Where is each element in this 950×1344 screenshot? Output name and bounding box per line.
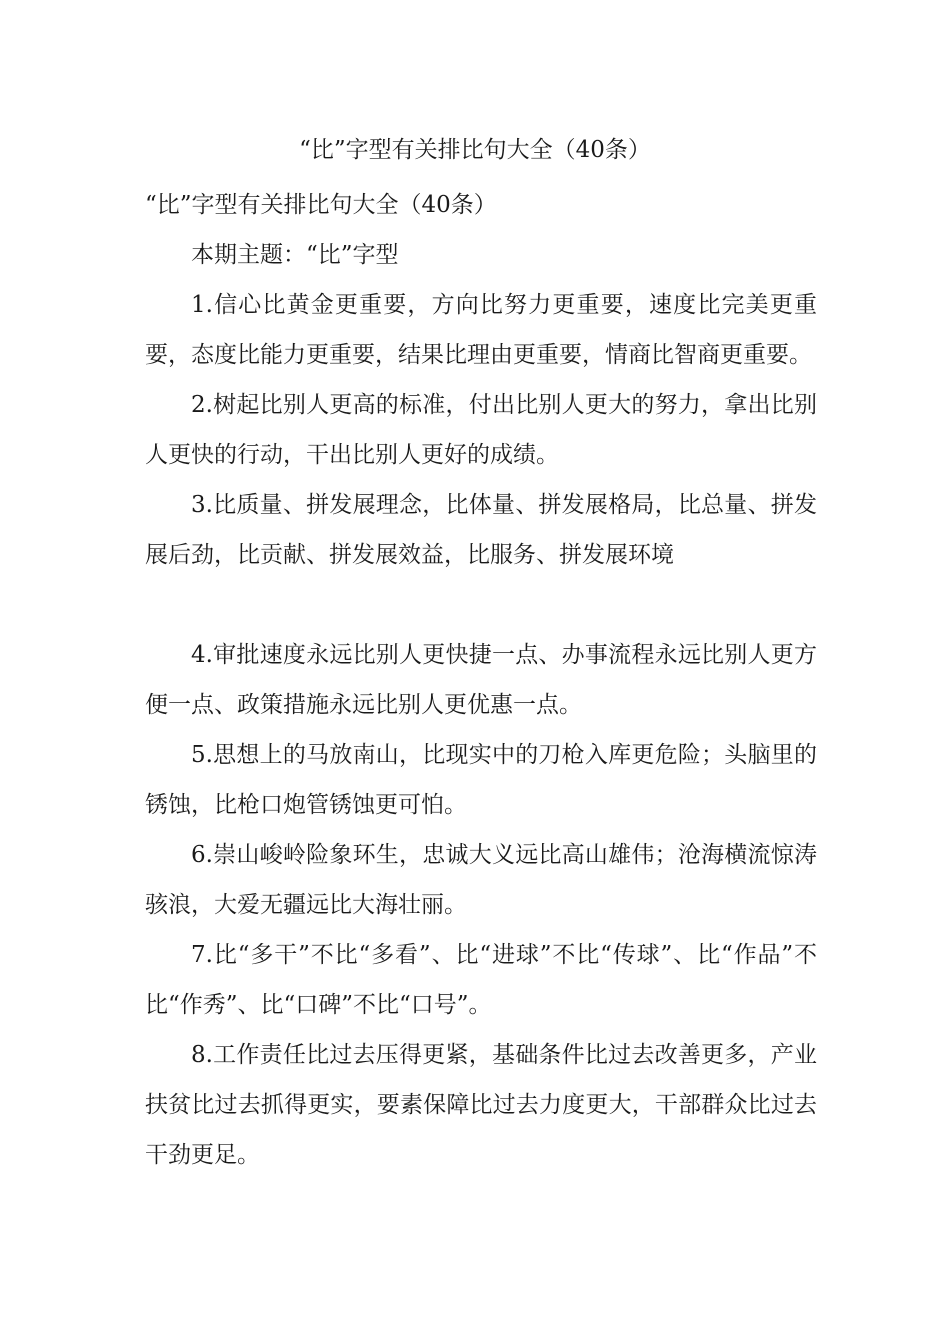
document-body [145, 180, 817, 1180]
list-item: 7.比“多干”不比“多看”、比“进球”不比“传球”、比“作品”不比“作秀”、比“口碑”不比“口号”。 [145, 942, 817, 1018]
list-item: 4.审批速度永远比别人更快捷一点、办事流程永远比别人更方便一点、政策措施永远比别人更优惠一点。 [145, 642, 817, 718]
list-item: 2.树起比别人更高的标准，付出比别人更大的努力，拿出比别人更快的行动，干出比别人更好的成绩。 [145, 392, 817, 468]
list-item: 3.比质量、拼发展理念，比体量、拼发展格局，比总量、拼发展后劲，比贡献、拼发展效益，比服务、拼发展环境 [145, 492, 817, 568]
list-item: 6.崇山峻岭险象环生，忠诚大义远比高山雄伟；沧海横流惊涛骇浪，大爱无疆远比大海壮丽。 [145, 842, 817, 918]
list-item: 1.信心比黄金更重要，方向比努力更重要，速度比完美更重要，态度比能力更重要，结果比理由更重要，情商比智商更重要。 [145, 292, 817, 368]
theme-line: 本期主题：“比”字型 [191, 242, 399, 268]
document-title: “比”字型有关排比句大全（40条） [299, 137, 651, 163]
paragraph-gap [145, 580, 817, 630]
list-item: 8.工作责任比过去压得更紧，基础条件比过去改善更多，产业扶贫比过去抓得更实，要素保障比过去力度更大，干部群众比过去干劲更足。 [145, 1042, 817, 1168]
document-heading: “比”字型有关排比句大全（40条） [145, 192, 497, 218]
list-item: 5.思想上的马放南山，比现实中的刀枪入库更危险；头脑里的锈蚀，比枪口炮管锈蚀更可怕。 [145, 742, 817, 818]
